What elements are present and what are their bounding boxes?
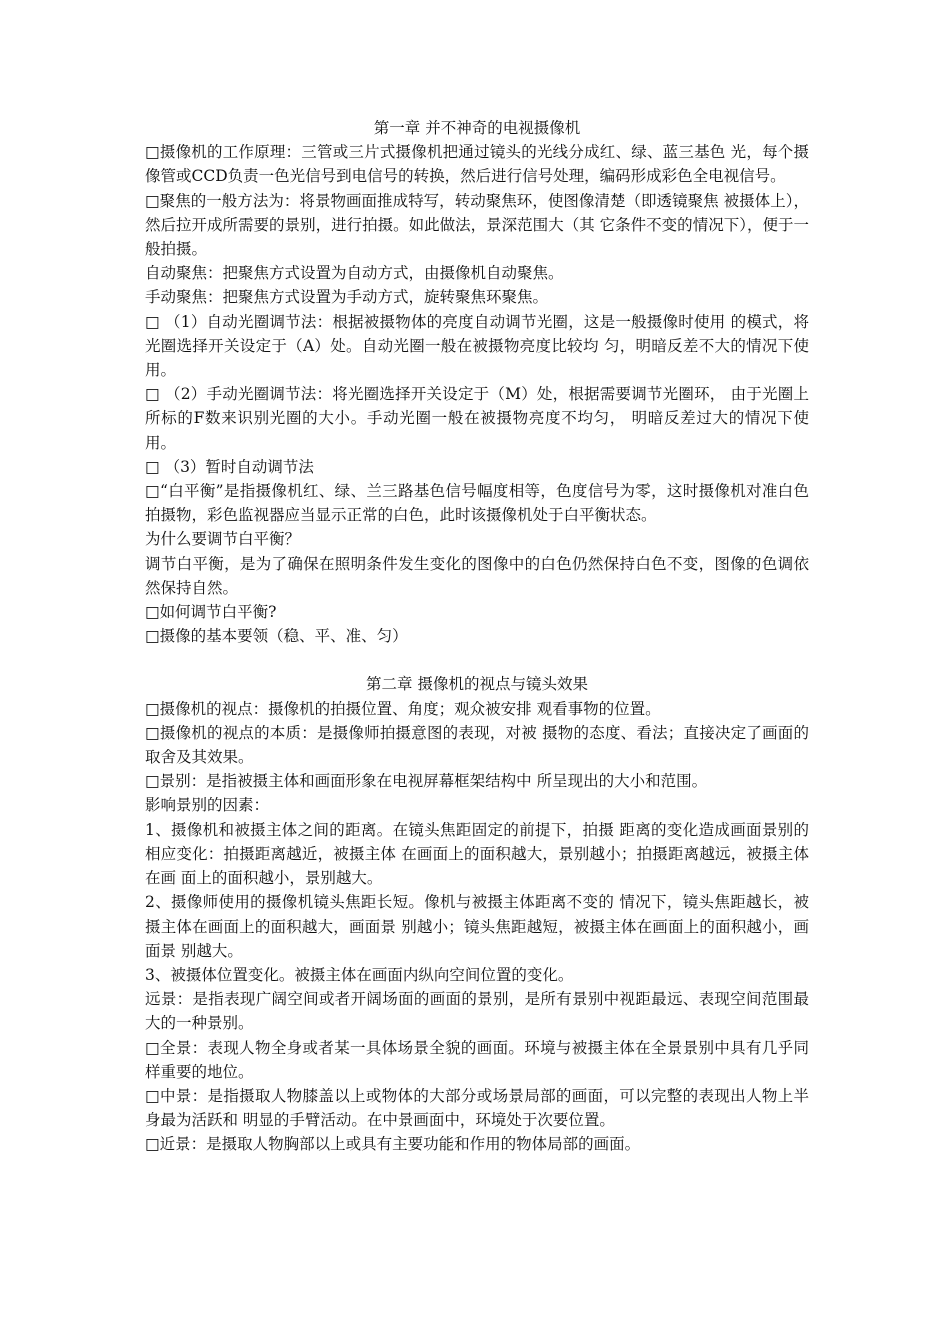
chapter-spacer xyxy=(145,648,809,672)
chapter2-title: 第二章 摄像机的视点与镜头效果 xyxy=(366,675,588,694)
ch1-paragraph-auto-iris: □ （1）自动光圈调节法：根据被摄物体的亮度自动调节光圈，这是一般摄像时使用 的模式，将光圈选择开关设定于（A）处。自动光圈一般在被摄物亮度比较均 匀，明暗反差不大的情况下使用。 xyxy=(145,312,809,380)
ch1-paragraph-camera-principle: □摄像机的工作原理：三管或三片式摄像机把通过镜头的光线分成红、绿、蓝三基色 光，每个摄像管或CCD负责一色光信号到电信号的转换，然后进行信号处理，编码形成彩色全电视信号。 xyxy=(145,143,809,186)
ch2-paragraph-long-shot: 远景：是指表现广阔空间或者开阔场面的画面的景别，是所有景别中视距最远、表现空间范围最大的一种景别。 xyxy=(145,990,809,1033)
ch1-paragraph-focus-method: □聚焦的一般方法为：将景物画面推成特写，转动聚焦环，使图像清楚（即透镜聚焦 被摄体上），然后拉开成所需要的景别，进行拍摄。如此做法，景深范围大（其 它条件不变的情况下），便于一般拍摄。 xyxy=(145,191,809,259)
ch2-paragraph-factor-distance: 1、摄像机和被摄主体之间的距离。在镜头焦距固定的前提下，拍摄 距离的变化造成画面景别的相应变化：拍摄距离越近，被摄主体 在画面上的面积越大，景别越小；拍摄距离越远，被摄主体在画 面上的面积越小，景别越大。 xyxy=(145,820,809,888)
ch1-paragraph-how-white-balance: □如何调节白平衡? xyxy=(145,603,277,622)
ch2-paragraph-close-shot: □近景：是摄取人物胸部以上或具有主要功能和作用的物体局部的画面。 xyxy=(145,1135,641,1154)
ch1-paragraph-auto-focus: 自动聚焦：把聚焦方式设置为自动方式，由摄像机自动聚焦。 xyxy=(145,264,564,283)
ch2-paragraph-factor-focal-length: 2、摄像师使用的摄像机镜头焦距长短。像机与被摄主体距离不变的 情况下，镜头焦距越长，被摄主体在画面上的面积越大，画面景 别越小；镜头焦距越短，被摄主体在画面上的面积越小，画面景 别越大。 xyxy=(145,893,809,960)
ch2-paragraph-viewpoint: □摄像机的视点：摄像机的拍摄位置、角度；观众被安排 观看事物的位置。 xyxy=(145,699,661,718)
ch1-paragraph-temp-auto: □ （3）暂时自动调节法 xyxy=(145,457,314,476)
ch1-paragraph-why-white-balance: 为什么要调节白平衡？ xyxy=(145,530,301,549)
ch2-paragraph-medium-shot: □中景：是指摄取人物膝盖以上或物体的大部分或场景局部的画面，可以完整的表现出人物上半身最为活跃和 明显的手臂活动。在中景画面中，环境处于次要位置。 xyxy=(145,1086,809,1130)
ch2-paragraph-factors-heading: 影响景别的因素： xyxy=(145,796,270,815)
chapter1-title: 第一章 并不神奇的电视摄像机 xyxy=(373,119,581,137)
ch2-paragraph-full-shot: □全景：表现人物全身或者某一具体场景全貌的画面。环境与被摄主体在全景景别中具有几乎同样重要的地位。 xyxy=(145,1038,809,1081)
document-page xyxy=(145,116,809,1157)
ch2-paragraph-viewpoint-essence: □摄像机的视点的本质：是摄像师拍摄意图的表现，对被 摄物的态度、看法；直接决定了画面的取舍及其效果。 xyxy=(145,723,809,767)
ch1-paragraph-manual-focus: 手动聚焦：把聚焦方式设置为手动方式，旋转聚焦环聚焦。 xyxy=(145,288,549,307)
ch1-paragraph-white-balance-reason: 调节白平衡，是为了确保在照明条件发生变化的图像中的白色仍然保持白色不变，图像的色调依然保持自然。 xyxy=(145,554,809,597)
ch2-paragraph-shot-size: □景别：是指被摄主体和画面形象在电视屏幕框架结构中 所呈现出的大小和范围。 xyxy=(145,772,708,791)
ch1-paragraph-white-balance: □“白平衡”是指摄像机红、绿、兰三路基色信号幅度相等，色度信号为零，这时摄像机对准白色拍摄物，彩色监视器应当显示正常的白色，此时该摄像机处于白平衡状态。 xyxy=(145,482,809,525)
ch1-paragraph-manual-iris: □ （2）手动光圈调节法：将光圈选择开关设定于（M）处，根据需要调节光圈环， 由于光圈上所标的F数来识别光圈的大小。手动光圈一般在被摄物亮度不均匀， 明暗反差过大的情况下使用。 xyxy=(145,385,809,452)
ch2-paragraph-factor-position: 3、被摄体位置变化。被摄主体在画面内纵向空间位置的变化。 xyxy=(145,965,574,984)
ch1-paragraph-basic-essentials: □摄像的基本要领（稳、平、准、匀） xyxy=(145,627,408,646)
